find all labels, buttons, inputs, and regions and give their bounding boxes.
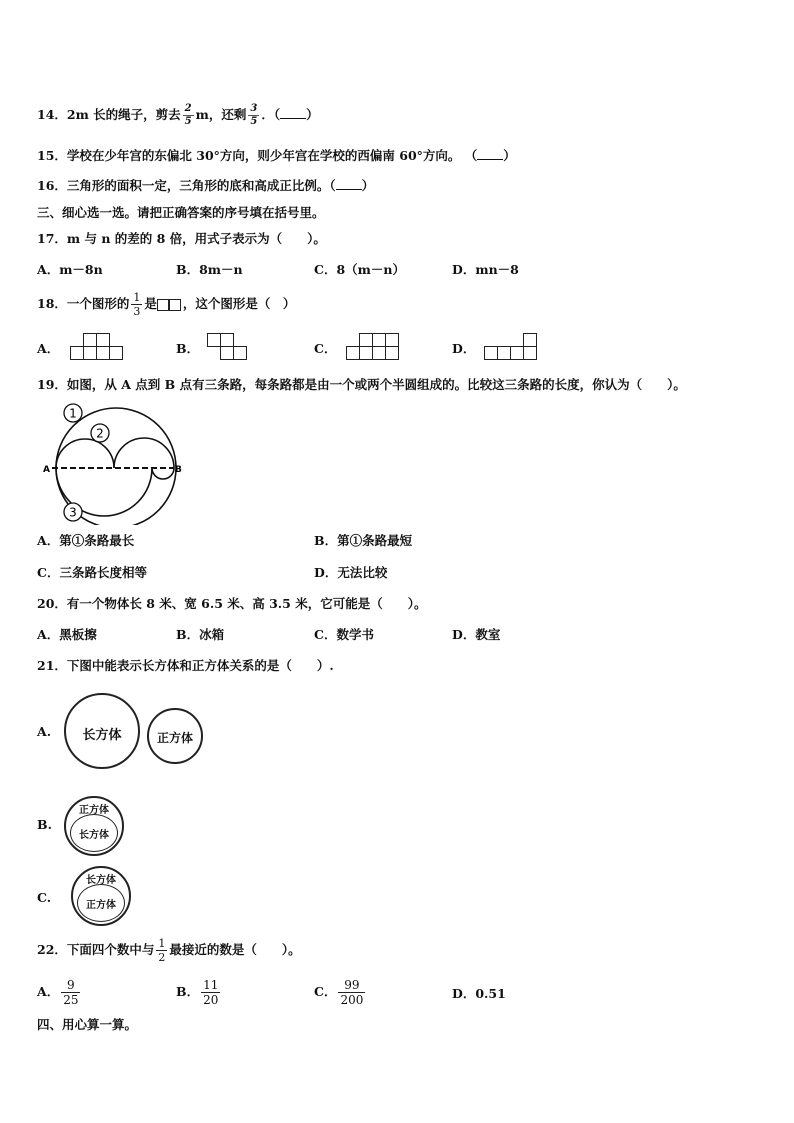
inner-label: 长方体 bbox=[79, 830, 109, 841]
q17-option-c[interactable]: C．8（m－n） bbox=[314, 262, 405, 277]
question-18: 18．一个图形的 $\frac{1}{3}$ 是 ，这个图形是（ ） bbox=[37, 291, 296, 318]
q22-option-a[interactable]: A． $\frac{9}{25}$ bbox=[37, 978, 79, 1007]
question-19: 19．如图，从 A 点到 B 点有三条路，每条路都是由一个或两个半圆组成的。比较这三条路的长度，你认为（ ）。 bbox=[37, 377, 686, 392]
path-2-label: 2 bbox=[96, 426, 104, 441]
q18-option-b[interactable]: B． bbox=[176, 341, 200, 356]
q17-option-d[interactable]: D．mn－8 bbox=[452, 262, 519, 277]
q22-option-d[interactable]: D．0.51 bbox=[452, 986, 506, 1001]
q20-option-a[interactable]: A．黑板擦 bbox=[37, 627, 97, 642]
q18-option-a[interactable]: A． bbox=[37, 341, 60, 356]
shape-b-icon bbox=[207, 332, 249, 360]
q14-prefix: 14．2m 长的绳子，剪去 bbox=[37, 107, 181, 122]
q20-option-c[interactable]: C．数学书 bbox=[314, 627, 374, 642]
shape-a-icon bbox=[70, 332, 124, 360]
q22-option-b[interactable]: B． $\frac{11}{20}$ bbox=[176, 978, 219, 1007]
answer-blank[interactable] bbox=[336, 179, 362, 190]
q19-option-a[interactable]: A．第①条路最长 bbox=[37, 533, 135, 548]
q22-fraction: $\frac{1}{2}$ bbox=[158, 937, 166, 964]
q18-option-c[interactable]: C． bbox=[314, 341, 337, 356]
q14-fraction-2: $\frac{3}{5}$ bbox=[250, 103, 258, 127]
question-17: 17．m 与 n 的差的 8 倍，用式子表示为（ ）。 bbox=[37, 231, 326, 246]
question-14: 14．2m 长的绳子，剪去 $\frac{2}{5}$ m，还剩 $\frac{3}{5}$ ．（ ） bbox=[37, 103, 319, 127]
path-3-label: 3 bbox=[69, 505, 77, 520]
section-heading-4: 四、用心算一算。 bbox=[37, 1017, 138, 1032]
outer-label: 正方体 bbox=[79, 805, 109, 816]
answer-blank[interactable] bbox=[477, 149, 503, 160]
q19-option-d[interactable]: D．无法比较 bbox=[314, 565, 388, 580]
q20-option-b[interactable]: B．冰箱 bbox=[176, 627, 225, 642]
q19-option-c[interactable]: C．三条路长度相等 bbox=[37, 565, 147, 580]
q21-option-b[interactable]: B. bbox=[37, 817, 52, 832]
question-20: 20．有一个物体长 8 米、宽 6.5 米、高 3.5 米，它可能是（ ）。 bbox=[37, 596, 427, 611]
question-15: 15．学校在少年宫的东偏北 30°方向，则少年宫在学校的西偏南 60°方向。 （ ） bbox=[37, 148, 516, 163]
cuboid-label: 长方体 bbox=[82, 728, 122, 743]
answer-blank[interactable] bbox=[280, 108, 306, 119]
outer-label: 长方体 bbox=[86, 875, 116, 886]
three-paths-figure bbox=[38, 400, 198, 525]
q14-fraction-1: $\frac{2}{5}$ bbox=[184, 103, 192, 127]
cube-label: 正方体 bbox=[156, 731, 193, 745]
two-square-figure bbox=[157, 299, 183, 311]
section-heading-3: 三、细心选一选。请把正确答案的序号填在括号里。 bbox=[37, 205, 325, 220]
inner-label: 正方体 bbox=[86, 900, 116, 911]
path-1-label: 1 bbox=[69, 406, 77, 421]
question-21: 21．下图中能表示长方体和正方体关系的是（ ）. bbox=[37, 658, 334, 673]
q21-option-c[interactable]: C. bbox=[37, 890, 52, 905]
question-16: 16．三角形的面积一定，三角形的底和高成正比例。（ ） bbox=[37, 178, 375, 193]
q18-fraction: $\frac{1}{3}$ bbox=[133, 291, 141, 318]
q21-option-a[interactable]: A. bbox=[37, 724, 52, 739]
q20-option-d[interactable]: D．教室 bbox=[452, 627, 501, 642]
point-b-label: B bbox=[175, 465, 182, 475]
q22-option-c[interactable]: C． $\frac{99}{200}$ bbox=[314, 978, 364, 1007]
q19-option-b[interactable]: B．第①条路最短 bbox=[314, 533, 413, 548]
shape-d-icon bbox=[484, 332, 538, 360]
shape-c-icon bbox=[346, 332, 400, 360]
q18-option-d[interactable]: D． bbox=[452, 341, 476, 356]
point-a-label: A bbox=[43, 465, 50, 475]
q17-option-b[interactable]: B．8m－n bbox=[176, 262, 243, 277]
q17-option-a[interactable]: A．m－8n bbox=[37, 262, 103, 277]
question-22: 22．下面四个数中与 $\frac{1}{2}$ 最接近的数是（ ）。 bbox=[37, 937, 301, 964]
